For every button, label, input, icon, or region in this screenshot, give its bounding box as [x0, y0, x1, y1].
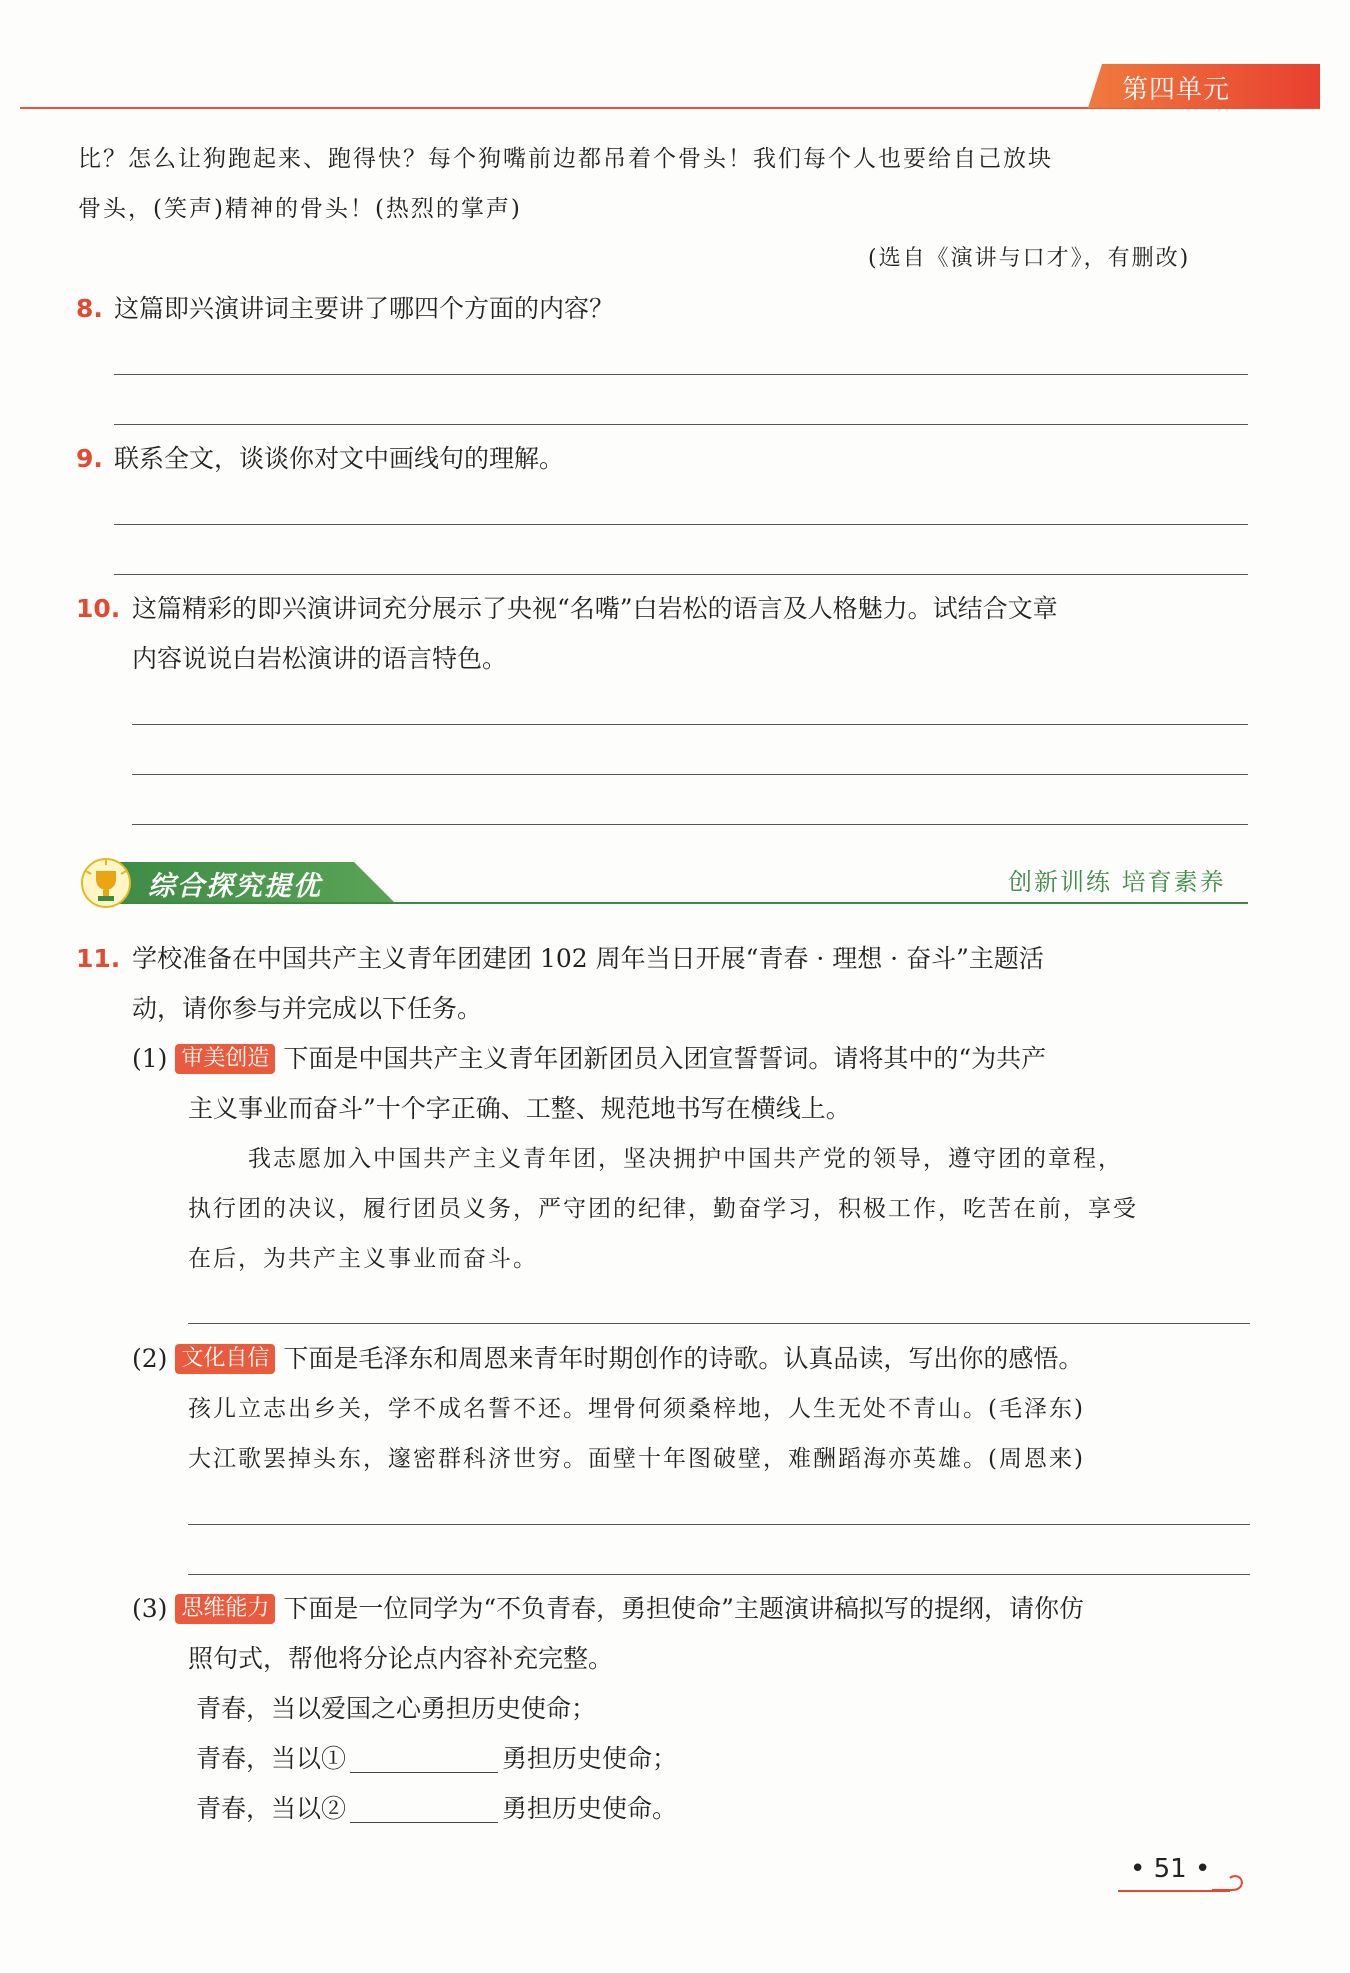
page-number: • 51 • [1130, 1854, 1211, 1884]
question-11-number: 11. [76, 944, 121, 973]
question-11-line-2: 动，请你参与并完成以下任务。 [132, 994, 483, 1023]
answer-line[interactable] [114, 574, 1248, 575]
question-9-number: 9. [76, 444, 103, 473]
writing-line[interactable] [188, 1323, 1250, 1324]
poem-1: 孩儿立志出乡关，学不成名誓不还。埋骨何须桑梓地，人生无处不青山。(毛泽东) [188, 1396, 1085, 1422]
question-8-text: 这篇即兴演讲词主要讲了哪四个方面的内容？ [114, 294, 615, 323]
task-2 [132, 1334, 1083, 1384]
trophy-icon [80, 857, 132, 909]
outline-item-2 [196, 1734, 677, 1784]
section-title: 综合探究提优 [148, 871, 322, 902]
question-9-text: 联系全文，谈谈你对文中画线句的理解。 [114, 444, 565, 473]
task-3-label: (3) [132, 1594, 168, 1623]
question-10-line-2: 内容说说白岩松演讲的语言特色。 [132, 644, 508, 673]
task-2-line-1: 下面是毛泽东和周恩来青年时期创作的诗歌。认真品读，写出你的感悟。 [283, 1344, 1084, 1373]
task-1-label: (1) [132, 1044, 168, 1073]
tag-aesthetic: 审美创造 [175, 1044, 275, 1074]
tag-culture: 文化自信 [175, 1344, 275, 1374]
tag-thinking: 思维能力 [175, 1594, 275, 1624]
fill-blank-2[interactable] [350, 1792, 498, 1823]
answer-line[interactable] [132, 824, 1248, 825]
fill-blank-1[interactable] [350, 1742, 498, 1773]
answer-line[interactable] [132, 774, 1248, 775]
task-3 [132, 1584, 1084, 1634]
answer-line[interactable] [114, 424, 1248, 425]
task-1 [132, 1034, 1046, 1084]
outline-item-3-end: 勇担历史使命。 [502, 1794, 678, 1823]
oath-line-2: 执行团的决议，履行团员义务，严守团的纪律，勤奋学习，积极工作，吃苦在前，享受 [188, 1196, 1138, 1222]
section-subtitle: 创新训练 培育素养 [1008, 868, 1226, 896]
oath-line-3: 在后，为共产主义事业而奋斗。 [188, 1246, 538, 1272]
question-11-line-1: 学校准备在中国共产主义青年团建团 102 周年当日开展“青春 · 理想 · 奋斗”主题活 [132, 944, 1044, 973]
answer-line[interactable] [188, 1574, 1250, 1575]
task-2-label: (2) [132, 1344, 168, 1373]
passage-source: (选自《演讲与口才》，有删改) [868, 246, 1191, 271]
answer-line[interactable] [188, 1524, 1250, 1525]
passage-line-1: 比？怎么让狗跑起来、跑得快？每个狗嘴前边都吊着个骨头！我们每个人也要给自己放块 [78, 146, 1053, 172]
answer-line[interactable] [114, 524, 1248, 525]
task-3-line-2: 照句式，帮他将分论点内容补充完整。 [188, 1644, 614, 1673]
poem-2: 大江歌罢掉头东，邃密群科济世穷。面壁十年图破壁，难酬蹈海亦英雄。(周恩来) [188, 1446, 1085, 1472]
footer-curl-icon [1210, 1868, 1246, 1892]
task-3-line-1: 下面是一位同学为“不负青春，勇担使命”主题演讲稿拟写的提纲，请你仿 [283, 1594, 1084, 1623]
answer-line[interactable] [114, 374, 1248, 375]
outline-item-2-start: 青春，当以① [196, 1744, 347, 1773]
task-1-line-2: 主义事业而奋斗”十个字正确、工整、规范地书写在横线上。 [188, 1094, 851, 1123]
answer-line[interactable] [132, 724, 1248, 725]
passage-line-2: 骨头，(笑声)精神的骨头！(热烈的掌声) [78, 196, 522, 222]
outline-item-3-start: 青春，当以② [196, 1794, 347, 1823]
task-1-line-1: 下面是中国共产主义青年团新团员入团宣誓誓词。请将其中的“为共产 [283, 1044, 1047, 1073]
unit-label: 第四单元 [1122, 75, 1231, 105]
outline-item-3 [196, 1784, 677, 1834]
question-8-number: 8. [76, 294, 103, 323]
oath-line-1: 我志愿加入中国共产主义青年团，坚决拥护中国共产党的领导，遵守团的章程， [248, 1146, 1123, 1172]
question-10-number: 10. [76, 594, 121, 623]
question-10-line-1: 这篇精彩的即兴演讲词充分展示了央视“名嘴”白岩松的语言及人格魅力。试结合文章 [132, 594, 1058, 623]
outline-item-2-end: 勇担历史使命； [502, 1744, 678, 1773]
outline-item-1: 青春，当以爱国之心勇担历史使命； [196, 1694, 597, 1723]
